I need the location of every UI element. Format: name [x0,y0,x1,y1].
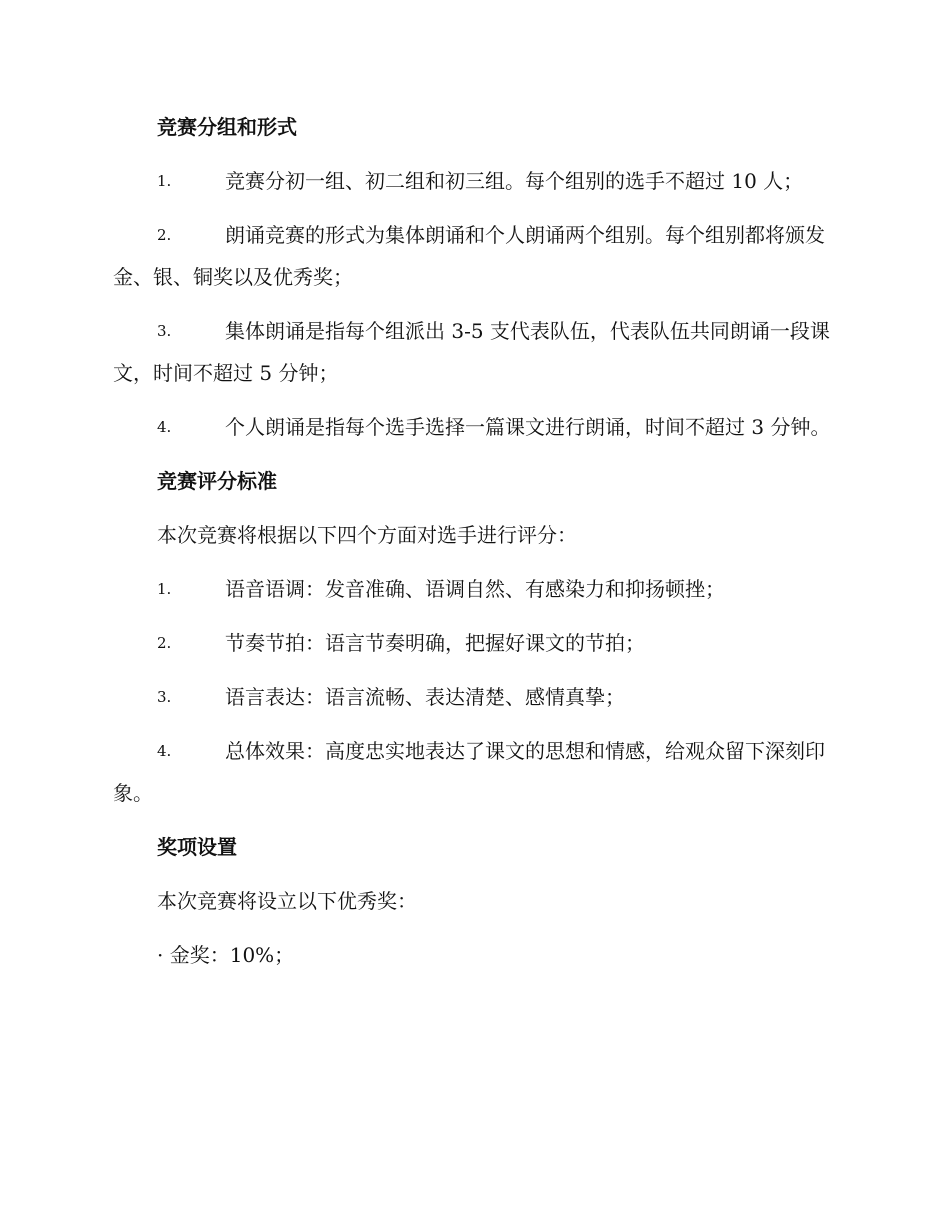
list-text: 语音语调：发音准确、语调自然、有感染力和抑扬顿挫； [225,577,725,601]
section-heading-groups: 竞赛分组和形式 [157,115,297,139]
list-text: 总体效果：高度忠实地表达了课文的思想和情感，给观众留下深刻印象。 [113,739,825,805]
list-text: 个人朗诵是指每个选手选择一篇课文进行朗诵，时间不超过 3 分钟。 [225,415,831,439]
list-text: 朗诵竞赛的形式为集体朗诵和个人朗诵两个组别。每个组别都将颁发金、银、铜奖以及优秀奖； [113,223,825,289]
list-number: 1. [157,172,172,190]
list-item [113,310,838,394]
section-intro: 本次竞赛将根据以下四个方面对选手进行评分： [157,523,577,547]
list-item [113,730,838,814]
list-item [113,214,838,298]
list-item [113,160,838,202]
list-number: 3. [157,322,172,340]
list-number: 4. [157,742,172,760]
list-number: 2. [157,634,172,652]
section-intro: 本次竞赛将设立以下优秀奖： [157,889,417,913]
list-text: 竞赛分初一组、初二组和初三组。每个组别的选手不超过 10 人； [225,169,804,193]
document-body [113,106,838,976]
list-text: 语言表达：语言流畅、表达清楚、感情真挚； [225,685,625,709]
list-number: 1. [157,580,172,598]
list-number: 4. [157,418,172,436]
list-item [113,676,838,718]
list-number: 2. [157,226,172,244]
section-heading-scoring: 竞赛评分标准 [157,469,277,493]
list-number: 3. [157,688,172,706]
list-item [113,622,838,664]
list-item [113,568,838,610]
section-heading-awards: 奖项设置 [157,835,237,859]
list-item [113,406,838,448]
list-text: 集体朗诵是指每个组派出 3-5 支代表队伍，代表队伍共同朗诵一段课文，时间不超过 5 分钟； [113,319,830,385]
bullet-item: · 金奖：10%； [157,943,295,967]
list-text: 节奏节拍：语言节奏明确，把握好课文的节拍； [225,631,645,655]
